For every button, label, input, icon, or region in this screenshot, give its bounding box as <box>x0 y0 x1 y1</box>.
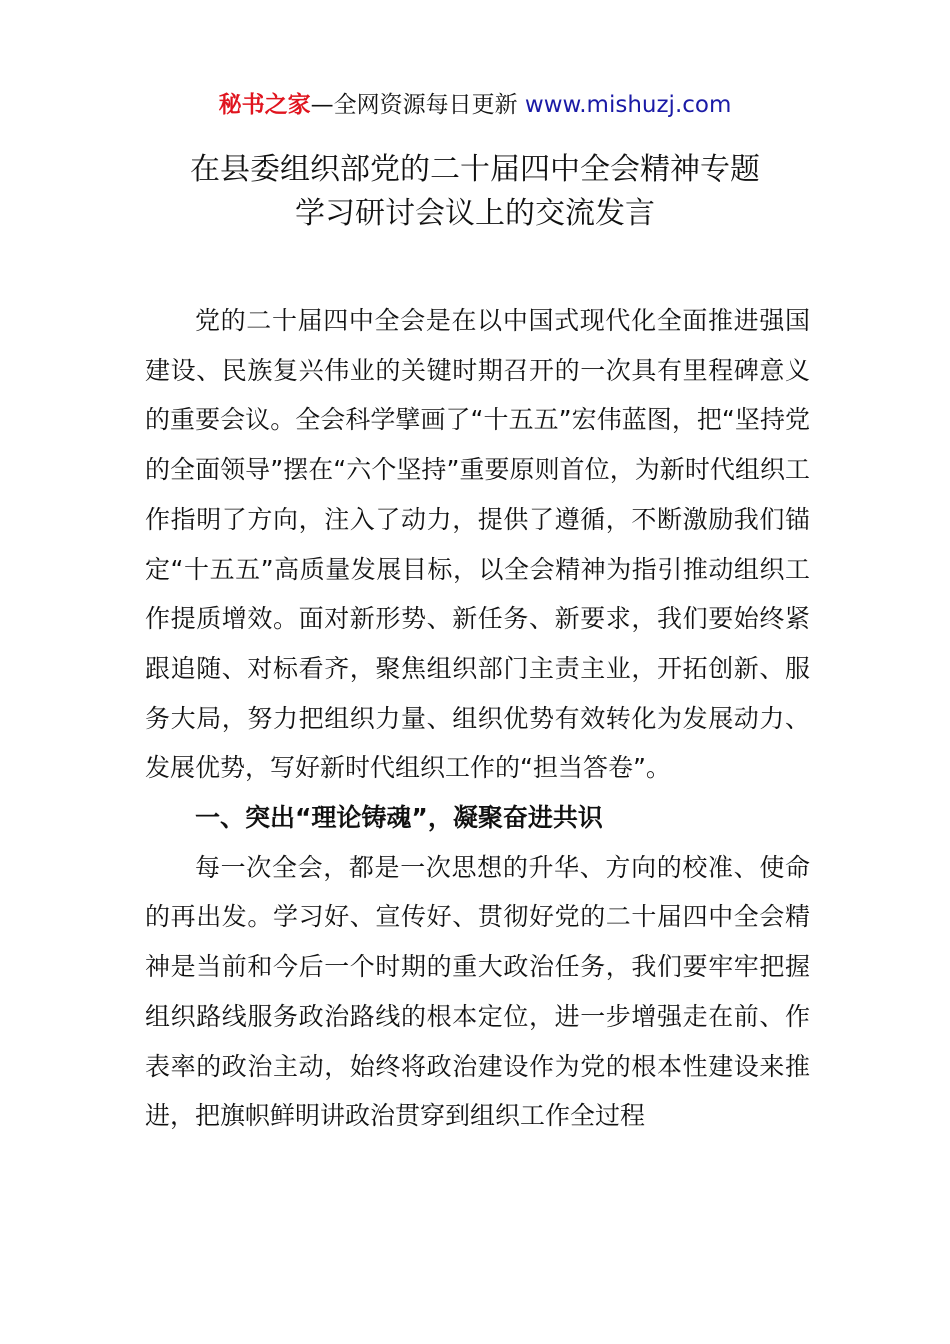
site-url-link[interactable]: www.mishuzj.com <box>524 92 732 118</box>
title-line-1: 在县委组织部党的二十届四中全会精神专题 <box>190 152 760 187</box>
title-line-2: 学习研讨会议上的交流发言 <box>295 196 655 231</box>
document-title <box>0 148 950 236</box>
brand-name: 秘书之家 <box>218 92 311 118</box>
header-tagline: —全网资源每日更新 <box>310 92 525 118</box>
section-heading-1: 一、突出“理论铸魂”，凝聚奋进共识 <box>195 803 603 833</box>
site-header <box>0 88 950 122</box>
paragraph-section-1: 每一次全会，都是一次思想的升华、方向的校准、使命的再出发。学习好、宣传好、贯彻好党的二十届四中全会精神是当前和今后一个时期的重大政治任务，我们要牢牢把握组织路线服务政治路线的根本定位，进一步增强走在前、作表率的政治主动，始终将政治建设作为党的根本性建设来推进，把旗帜鲜明讲政治贯穿到组织工作全过程 <box>145 852 810 1131</box>
document-body <box>145 296 810 1141</box>
paragraph-intro: 党的二十届四中全会是在以中国式现代化全面推进强国建设、民族复兴伟业的关键时期召开的一次具有里程碑意义的重要会议。全会科学擘画了“十五五”宏伟蓝图，把“坚持党的全面领导”摆在“六个坚持”重要原则首位，为新时代组织工作指明了方向，注入了动力，提供了遵循，不断激励我们锚定“十五五”高质量发展目标，以全会精神为指引推动组织工作提质增效。面对新形势、新任务、新要求，我们要始终紧跟追随、对标看齐，聚焦组织部门主责主业，开拓创新、服务大局，努力把组织力量、组织优势有效转化为发展动力、发展优势，写好新时代组织工作的“担当答卷”。 <box>145 306 810 783</box>
